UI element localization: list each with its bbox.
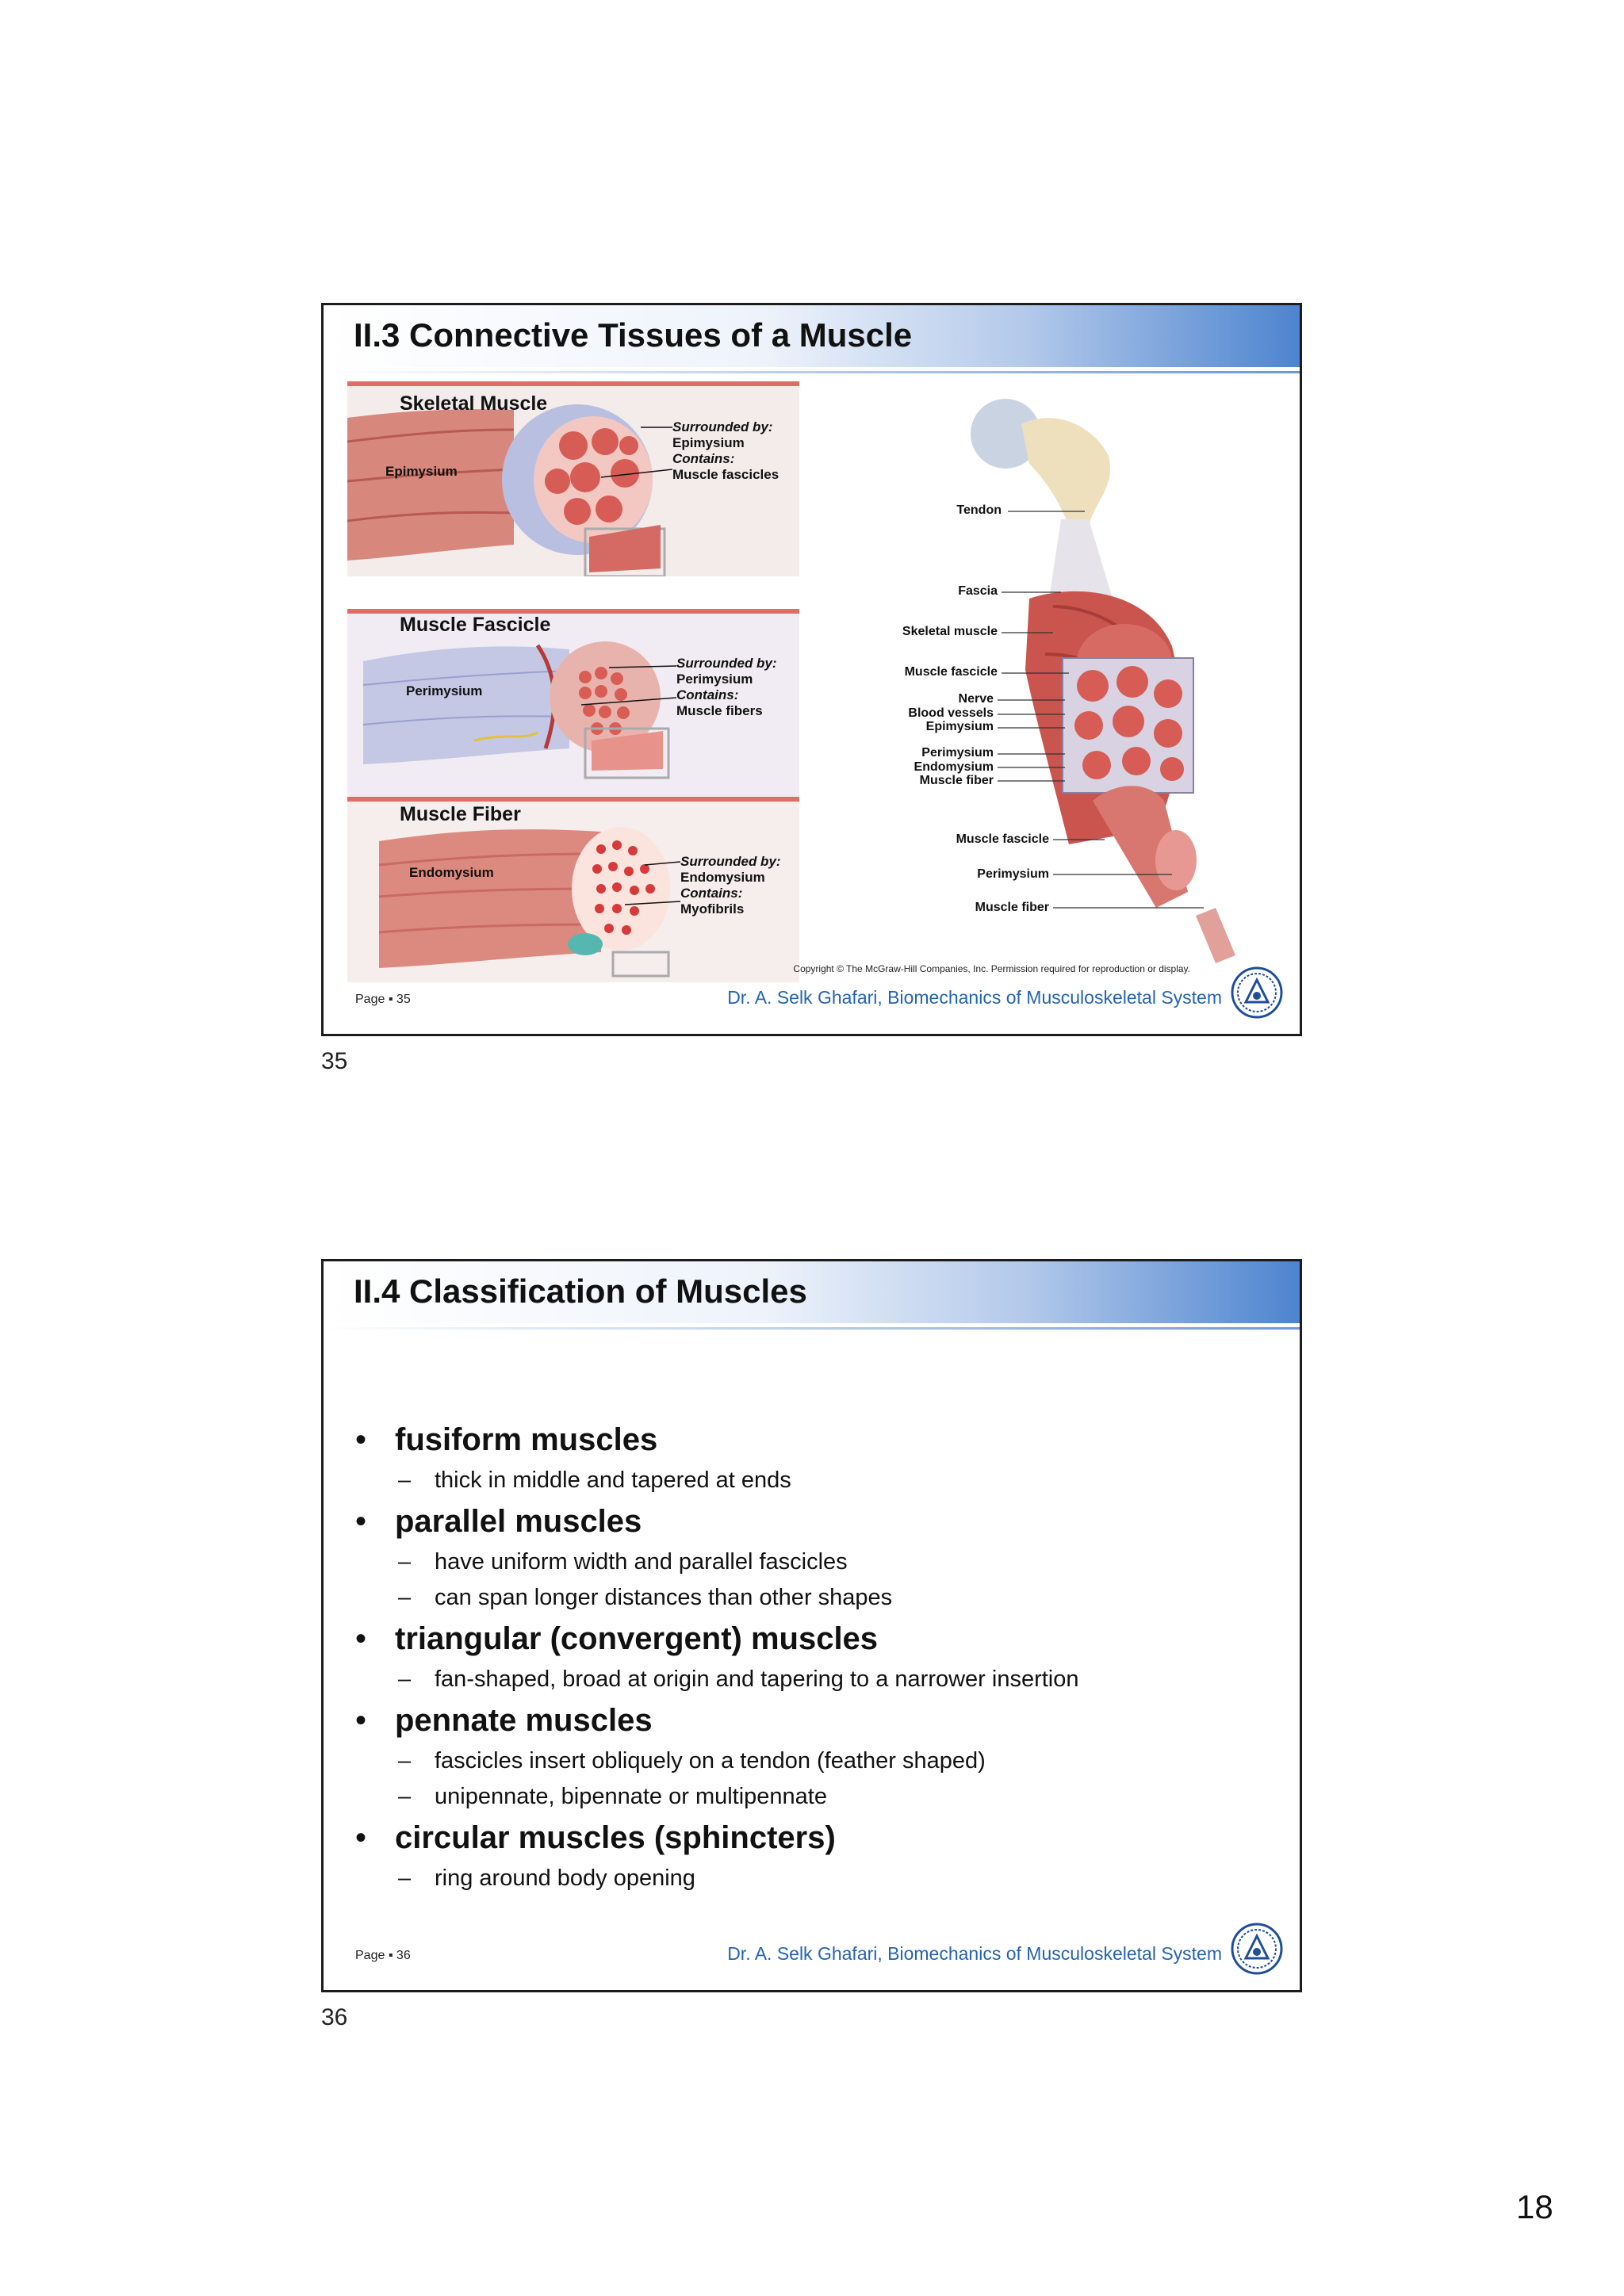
sub-bullet: – thick in middle and tapered at ends	[355, 1466, 1267, 1502]
surrounded-block: Surrounded by: Perimysium Contains: Muscle fibers	[676, 656, 777, 718]
panel-skeletal-muscle	[347, 381, 799, 576]
label-endomysium: Endomysium	[409, 865, 494, 880]
page-label: Page ▪ 36	[355, 1949, 411, 1962]
sub-bullet: – ring around body opening	[355, 1864, 1267, 1900]
slide-number: 36	[321, 2004, 348, 2030]
sub-bullet: – can span longer distances than other shapes	[355, 1583, 1267, 1619]
bullet-item: • pennate muscles	[355, 1701, 1267, 1747]
panel-title: Muscle Fiber	[400, 803, 521, 825]
label-perimysium-lower: Perimysium	[977, 867, 1049, 881]
label-muscle-fiber-right: Muscle fiber	[919, 774, 994, 787]
label-epimysium-right: Epimysium	[925, 720, 994, 733]
bullet-item: • circular muscles (sphincters)	[355, 1818, 1267, 1864]
label-muscle-fascicle: Muscle fascicle	[904, 665, 998, 679]
page-label: Page ▪ 35	[355, 993, 411, 1006]
label-skeletal-muscle: Skeletal muscle	[902, 625, 998, 638]
label-fascia: Fascia	[958, 584, 998, 598]
bullet-list	[355, 1420, 1267, 1900]
slide-number: 35	[321, 1048, 348, 1074]
sub-bullet: – have uniform width and parallel fascicles	[355, 1548, 1267, 1583]
sub-bullet: – fan-shaped, broad at origin and tapering to a narrower insertion	[355, 1665, 1267, 1701]
label-tendon: Tendon	[956, 503, 1002, 517]
slide-36	[321, 1259, 1302, 1992]
sub-bullet: – unipennate, bipennate or multipennate	[355, 1782, 1267, 1818]
title-bar	[324, 1261, 1300, 1323]
slide-35	[321, 303, 1302, 1036]
bullet-item: • parallel muscles	[355, 1502, 1267, 1548]
label-perimysium-right: Perimysium	[921, 746, 994, 760]
copyright-notice: Copyright © The McGraw-Hill Companies, Inc. Permission required for reproduction or display.	[793, 963, 1190, 974]
panel-title: Skeletal Muscle	[400, 392, 548, 415]
surrounded-block: Surrounded by: Epimysium Contains: Muscle fascicles	[672, 419, 779, 482]
university-logo-icon	[1230, 1922, 1284, 1976]
slide-title: II.4 Classification of Muscles	[354, 1272, 807, 1310]
slide-title: II.3 Connective Tissues of a Muscle	[354, 316, 913, 354]
page-number: 18	[1516, 2188, 1553, 2225]
bullet-item: • triangular (convergent) muscles	[355, 1619, 1267, 1665]
footer-author: Dr. A. Selk Ghafari, Biomechanics of Musculoskeletal System	[727, 987, 1222, 1008]
footer-author: Dr. A. Selk Ghafari, Biomechanics of Musculoskeletal System	[727, 1943, 1222, 1964]
sub-bullet: – fascicles insert obliquely on a tendon (feather shaped)	[355, 1747, 1267, 1782]
label-endomysium-right: Endomysium	[914, 760, 994, 774]
panel-muscle-fascicle	[347, 609, 799, 804]
university-logo-icon	[1230, 966, 1284, 1020]
label-blood-vessels: Blood vessels	[908, 706, 994, 720]
label-nerve: Nerve	[958, 692, 994, 706]
panel-title: Muscle Fascicle	[400, 614, 551, 636]
title-bar	[324, 305, 1300, 367]
label-muscle-fiber-lower: Muscle fiber	[975, 901, 1049, 914]
panel-muscle-fiber	[347, 797, 799, 982]
bullet-item: • fusiform muscles	[355, 1420, 1267, 1466]
surrounded-block: Surrounded by: Endomysium Contains: Myofibrils	[680, 854, 781, 916]
label-epimysium: Epimysium	[385, 464, 458, 479]
label-muscle-fascicle-lower: Muscle fascicle	[956, 832, 1049, 846]
label-perimysium: Perimysium	[406, 683, 483, 698]
